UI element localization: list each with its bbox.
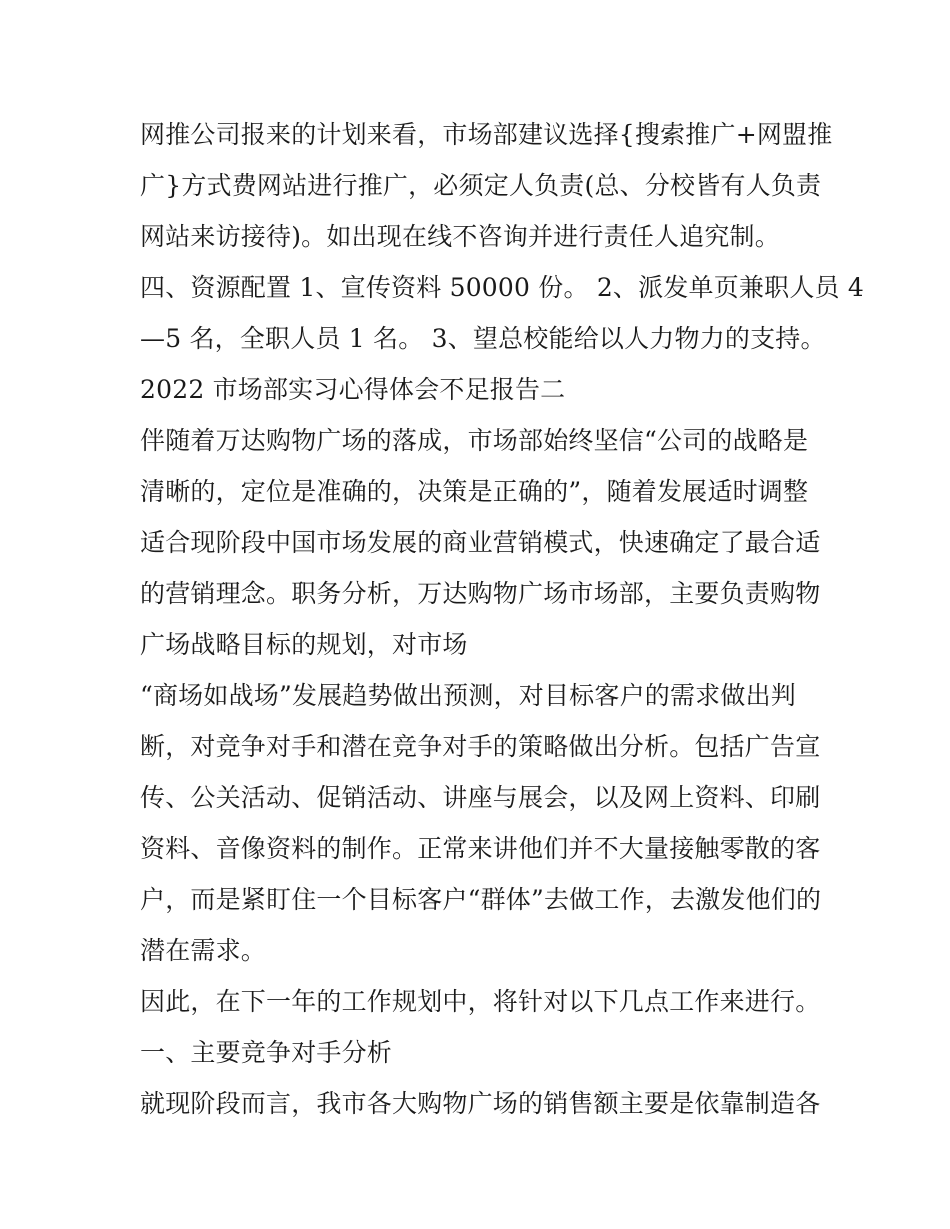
text-line: 清晰的，定位是准确的，决策是正确的”，随着发展适时调整 (140, 477, 809, 506)
section-heading: 一、主要竞争对手分析 (140, 1038, 393, 1067)
text-line: 因此，在下一年的工作规划中，将针对以下几点工作来进行。 (140, 987, 821, 1016)
text-line: —5 名，全职人员 1 名。 3、望总校能给以人力物力的支持。 (140, 324, 826, 353)
text-line: 网推公司报来的计划来看，市场部建议选择{搜索推广+网盟推 (140, 120, 833, 149)
text-line: 传、公关活动、促销活动、讲座与展会，以及网上资料、印刷 (140, 783, 821, 812)
text-line: “商场如战场”发展趋势做出预测，对目标客户的需求做出判 (140, 681, 796, 710)
text-line: 网站来访接待)。如出现在线不咨询并进行责任人追究制。 (140, 222, 780, 251)
text-line: 广}方式费网站进行推广，必须定人负责(总、分校皆有人负责 (140, 171, 822, 200)
text-line: 广场战略目标的规划，对市场 (140, 630, 468, 659)
text-line: 户，而是紧盯住一个目标客户“群体”去做工作，去激发他们的 (140, 885, 822, 914)
text-line: 就现阶段而言，我市各大购物广场的销售额主要是依靠制造各 (140, 1089, 821, 1118)
document-body (140, 109, 864, 1129)
text-line: 伴随着万达购物广场的落成，市场部始终坚信“公司的战略是 (140, 426, 809, 455)
text-line: 断，对竞争对手和潜在竞争对手的策略做出分析。包括广告宣 (140, 732, 821, 761)
text-line: 潜在需求。 (140, 936, 267, 965)
section-heading: 2022 市场部实习心得体会不足报告二 (140, 375, 566, 404)
text-line: 适合现阶段中国市场发展的商业营销模式，快速确定了最合适 (140, 528, 821, 557)
text-line: 的营销理念。职务分析，万达购物广场市场部，主要负责购物 (140, 579, 821, 608)
text-line: 四、资源配置 1、宣传资料 50000 份。 2、派发单页兼职人员 4 (140, 273, 864, 302)
text-line: 资料、音像资料的制作。正常来讲他们并不大量接触零散的客 (140, 834, 821, 863)
